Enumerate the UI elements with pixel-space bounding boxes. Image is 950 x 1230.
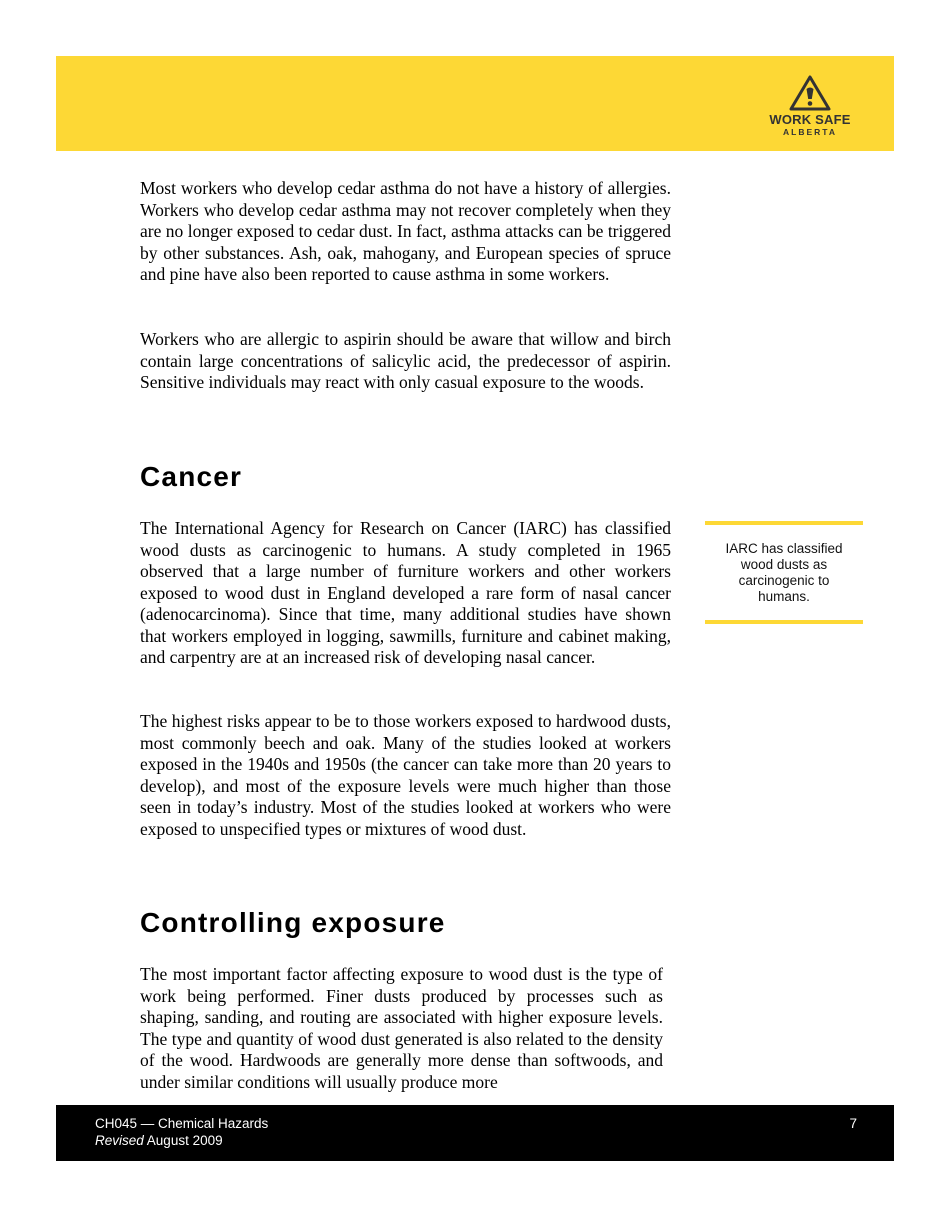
warning-triangle-icon — [788, 74, 832, 112]
section-heading-controlling-exposure: Controlling exposure — [140, 907, 446, 938]
logo-text-work-safe: WORK SAFE — [769, 112, 851, 127]
body-paragraph: Most workers who develop cedar asthma do not have a history of allergies. Workers who develop cedar asthma may not recover completely when they are no longer exposed to cedar dust. In fact, asthma attacks can be triggered by other substances. Ash, oak, mahogany, and European species of spruce and pine have also been reported to cause asthma in some workers. — [140, 178, 671, 284]
body-paragraph: The most important factor affecting exposure to wood dust is the type of work being performed. Finer dusts produced by processes such as shaping, sanding, and routing are associated with higher exposure levels. The type and quantity of wood dust generated is also related to the density of the wood. Hardwoods are generally more dense than softwoods, and under similar conditions will usually produce more — [140, 964, 663, 1092]
body-paragraph: Workers who are allergic to aspirin should be aware that willow and birch contain large concentrations of salicylic acid, the predecessor of aspirin. Sensitive individuals may react with only casual exposure to the woods. — [140, 329, 671, 392]
callout-bottom-rule — [705, 620, 863, 624]
logo-text-alberta: ALBERTA — [783, 127, 837, 137]
paragraph-controlling — [140, 964, 663, 1093]
callout-text: IARC has classified wood dusts as carcinogenic to humans. — [725, 541, 843, 604]
callout-top-rule — [705, 521, 863, 525]
page-number: 7 — [849, 1116, 857, 1131]
paragraph-highest-risks — [140, 711, 671, 840]
footer-doc-info — [95, 1115, 268, 1149]
body-paragraph: The International Agency for Research on Cancer (IARC) has classified wood dusts as carcinogenic to humans. A study completed in 1965 observed that a large number of furniture workers and other workers exposed to wood dust in England developed a rare form of nasal cancer (adenocarcinoma). Since that time, many additional studies have shown that workers employed in logging, sawmills, furniture and cabinet making, and carpentry are at an increased risk of developing nasal cancer. — [140, 518, 671, 667]
paragraph-aspirin — [140, 329, 671, 394]
work-safe-alberta-logo — [762, 74, 858, 140]
paragraph-iarc — [140, 518, 671, 669]
footer-bar — [56, 1105, 894, 1161]
footer-doc-code: CH045 — Chemical Hazards — [95, 1116, 269, 1131]
paragraph-cedar-asthma — [140, 178, 671, 286]
section-heading-cancer: Cancer — [140, 461, 243, 492]
pull-quote-callout — [705, 521, 863, 624]
footer-revision — [95, 1132, 268, 1149]
body-paragraph: The highest risks appear to be to those workers exposed to hardwood dusts, most commonly beech and oak. Many of the studies looked at workers exposed in the 1940s and 1950s (the cancer can take more than 20 years to develop), and most of the exposure levels were much higher than those seen in today’s industry. Most of the studies looked at workers who were exposed to unspecified types or mixtures of wood dust. — [140, 711, 671, 839]
footer-revised-label: Revised — [95, 1133, 144, 1148]
footer-revised-date: August 2009 — [146, 1133, 223, 1148]
